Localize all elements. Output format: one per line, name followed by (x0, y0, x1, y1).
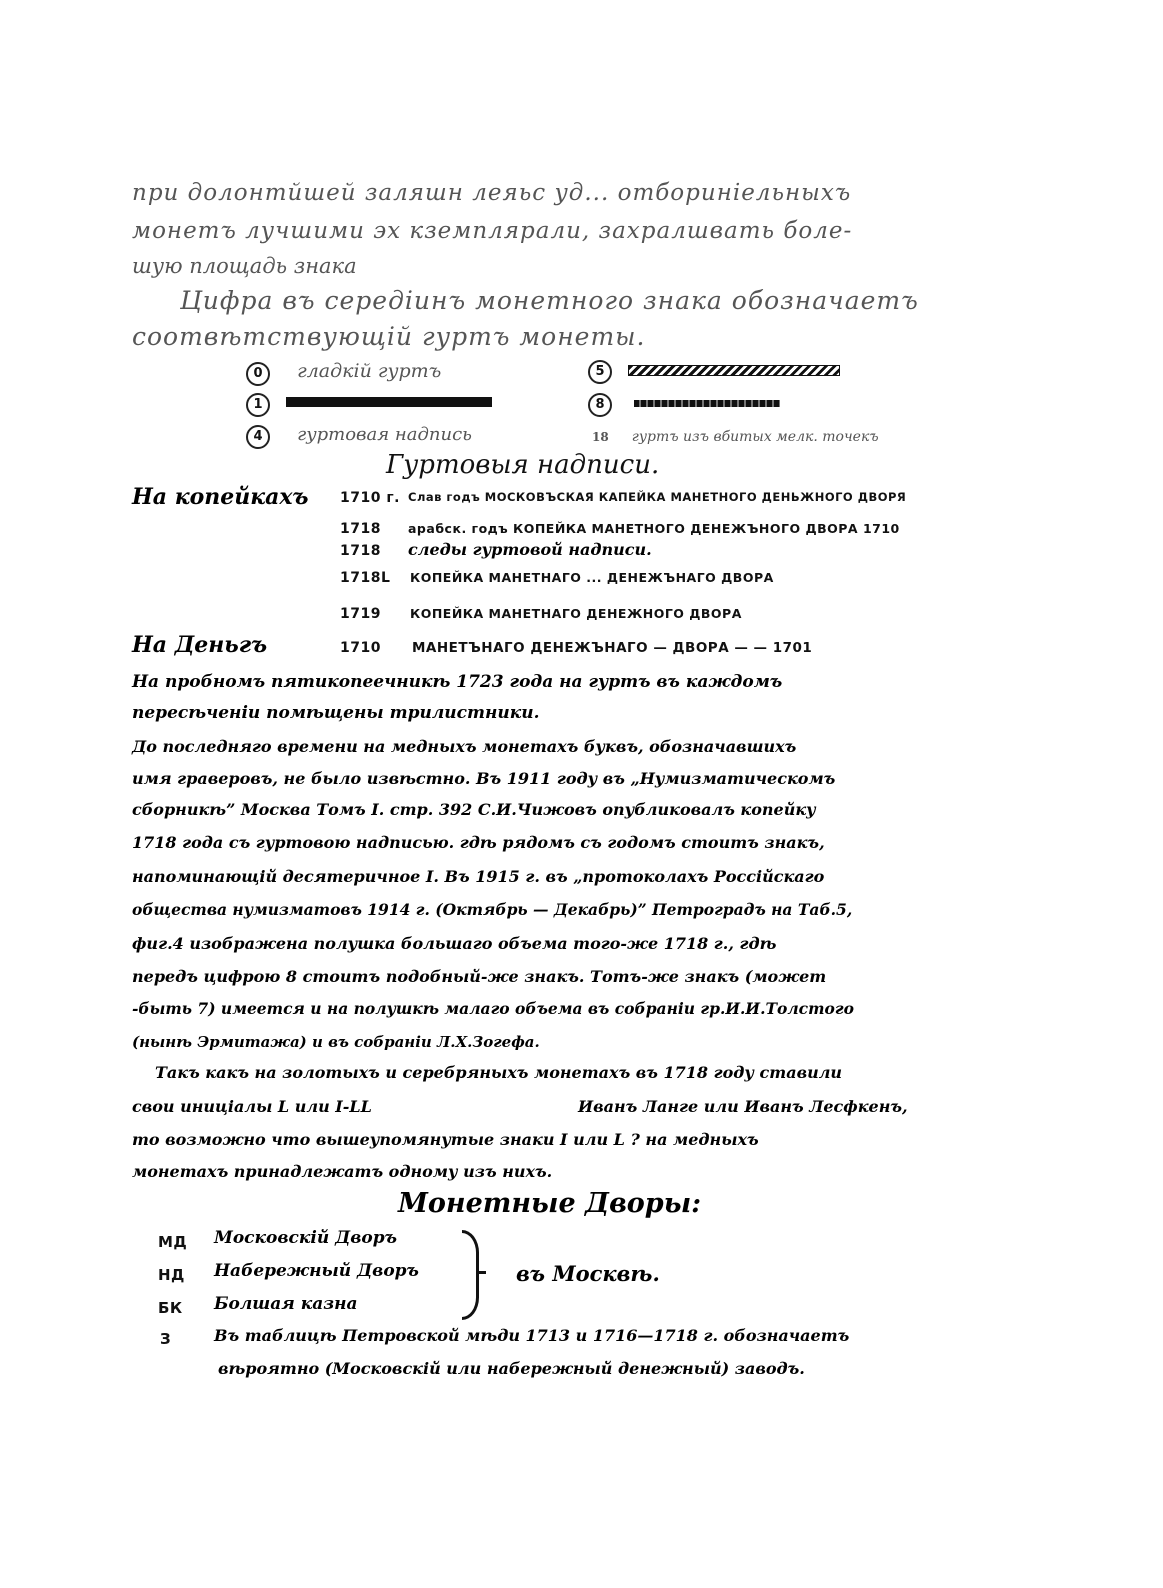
intro-paragraph-2b: соотвѣтствующій гуртъ монеты. (132, 322, 646, 351)
dengi-text: МАНЕТЪНАГО ДЕНЕЖЪНАГО — ДВОРА — — 1701 (412, 640, 813, 656)
body-line-4: имя граверовъ, не было извѣстно. Въ 1911 году въ „Нумизматическомъ (132, 769, 836, 788)
kopeck-year-5: 1719 (340, 606, 381, 622)
legend-number: 8 (588, 393, 612, 417)
legend-4 (246, 424, 472, 449)
legend-label: гуртовая надпись (297, 424, 472, 445)
edge-pattern-lattice (628, 365, 840, 376)
legend-number: 0 (246, 362, 270, 386)
legend-8 (588, 393, 612, 417)
mint-code-md: МД (158, 1233, 188, 1251)
body-line-7: напоминающій десятеричное I. Въ 1915 г. въ „протоколахъ Россійскаго (132, 867, 825, 886)
mint-name-bk: Болшая казна (214, 1294, 358, 1314)
kopeck-year-4: 1718L (340, 570, 391, 586)
body-line-1: На пробномъ пятикопеечникѣ 1723 года на гуртъ въ каждомъ (132, 672, 783, 692)
kopeck-year-1: 1710 г. (340, 490, 400, 506)
kopeck-text-1: Слав годъ МОСКОВЪСКАЯ КАПЕЙКА МАНЕТНОГО ДЕНЬЖНОГО ДВОРЯ (408, 490, 907, 504)
legend-label: гладкій гуртъ (297, 360, 442, 382)
kopeck-text-3: следы гуртовой надписи. (408, 540, 652, 559)
body-line-12: (нынѣ Эрмитажа) и въ собраніи Л.Х.Зогефа. (132, 1033, 540, 1051)
mint-name-nd: Набережный Дворъ (214, 1261, 419, 1281)
body2-line-3: то возможно что вышеупомянутые знаки I или L ? на медныхъ (132, 1130, 759, 1149)
z-note-line-1: Въ таблицѣ Петровской мѣди 1713 и 1716—1718 г. обозначаетъ (214, 1326, 850, 1345)
body-line-5: сборникѣ” Москва Томъ I. стр. 392 С.И.Чижовъ опубликовалъ копейку (132, 800, 816, 819)
body-line-3: До последняго времени на медныхъ монетахъ буквъ, обозначавшихъ (132, 737, 797, 756)
kopeck-text-2: арабск. годъ КОПЕЙКА МАНЕТНОГО ДЕНЕЖЪНОГО ДВОРА 1710 (408, 521, 900, 536)
mints-title: Монетные Дворы: (398, 1188, 702, 1219)
body-line-10: передъ цифрою 8 стоитъ подобный-же знакъ. Тотъ-же знакъ (может (132, 967, 827, 986)
section-title: Гуртовыя надписи. (386, 450, 660, 480)
body-line-2: пересѣченіи помѣщены трилистники. (132, 703, 540, 723)
body2-line-4: монетахъ принадлежатъ одному изъ нихъ. (132, 1162, 553, 1181)
legend-0 (246, 360, 441, 386)
mint-name-md: Московскій Дворъ (214, 1228, 397, 1248)
kopeck-text-5: КОПЕЙКА МАНЕТНАГО ДЕНЕЖНОГО ДВОРА (410, 606, 742, 621)
legend-1 (246, 393, 270, 417)
z-note-line-2: вѣроятно (Московскій или набережный денежный) заводъ. (218, 1359, 805, 1378)
mints-brace (462, 1230, 479, 1320)
legend-number: 5 (588, 360, 612, 384)
legend-number: 4 (246, 425, 270, 449)
legend-18 (592, 426, 879, 445)
body2-line-1: Такъ какъ на золотыхъ и серебряныхъ монетахъ въ 1718 году ставили (155, 1063, 843, 1082)
intro-line-2: монетъ лучшими эх кземплярали, захралшвать боле- (132, 218, 853, 244)
kopeck-text-4: КОПЕЙКА МАНЕТНАГО ... ДЕНЕЖЪНАГО ДВОРА (410, 570, 774, 585)
kopeck-year-3: 1718 (340, 543, 381, 559)
body-line-8: общества нумизматовъ 1914 г. (Октябрь — Декабрь)” Петроградъ на Таб.5, (132, 900, 853, 919)
body-line-11: -быть 7) имеется и на полушкѣ малаго объема въ собраніи гр.И.И.Толстого (132, 999, 854, 1018)
intro-paragraph-2a: Цифра въ середіинъ монетного знака обозначаетъ (180, 286, 919, 315)
legend-number: 1 (246, 393, 270, 417)
z-code: З (160, 1330, 172, 1348)
legend-5 (588, 360, 612, 384)
mint-code-bk: БК (158, 1299, 183, 1317)
kopeck-heading: На копейкахъ (132, 484, 309, 510)
legend-number: 18 (592, 430, 609, 444)
edge-pattern-dotted (634, 400, 780, 407)
body2-line-2b: Иванъ Ланге или Иванъ Лесфкенъ, (578, 1097, 908, 1116)
body2-line-2a: свои иниціалы L или I-LL (132, 1097, 372, 1116)
dengi-heading: На Деньгъ (132, 632, 268, 658)
mints-brace-tip (476, 1271, 486, 1274)
dengi-year: 1710 (340, 640, 381, 656)
body-line-9: фиг.4 изображена полушка большаго объема того-же 1718 г., гдѣ (132, 934, 777, 953)
intro-line-1: при долонтйшей заляшн леяьс уд... отбориніельныхъ (132, 180, 852, 206)
mint-code-nd: НД (158, 1266, 185, 1284)
intro-line-3: шую площадь знака (132, 254, 357, 278)
legend-label: гуртъ изъ вбитых мелк. точекъ (631, 429, 879, 445)
mints-city: въ Москвѣ. (516, 1261, 660, 1286)
edge-pattern-striped (286, 397, 492, 407)
body-line-6: 1718 года съ гуртовою надписью. гдѣ рядомъ съ годомъ стоитъ знакъ, (132, 833, 825, 852)
kopeck-year-2: 1718 (340, 521, 381, 537)
